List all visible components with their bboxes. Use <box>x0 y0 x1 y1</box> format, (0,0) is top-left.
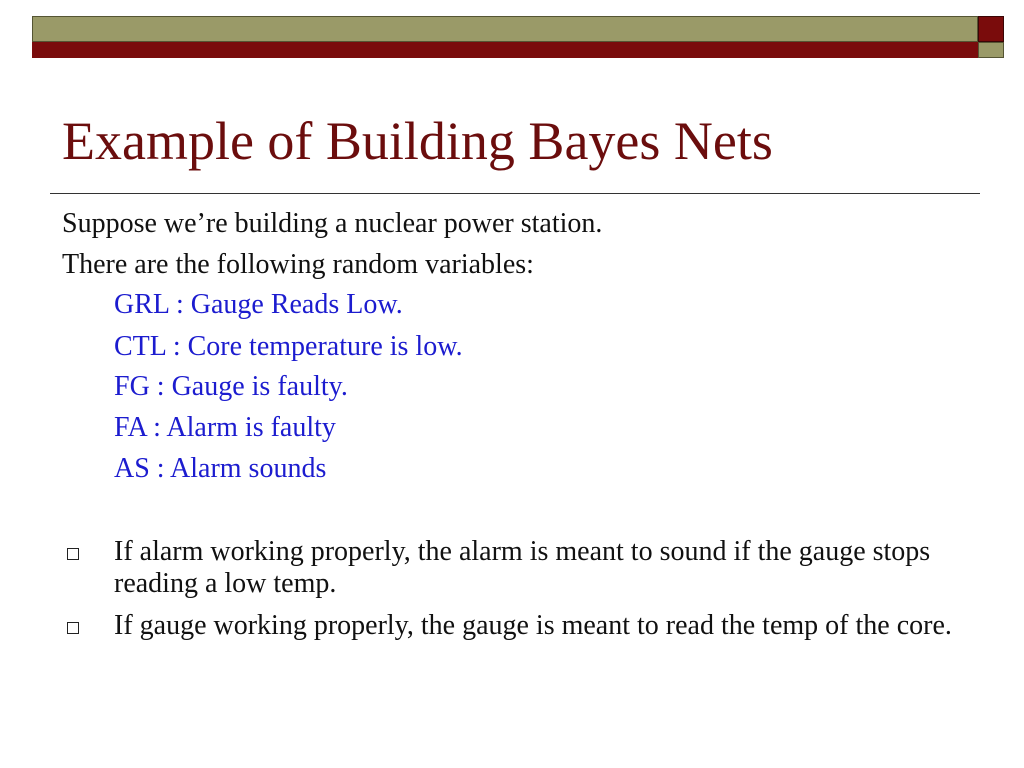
header-square-dark <box>978 16 1004 42</box>
bullet-square-icon <box>67 548 79 560</box>
bullet-item-gauge: If gauge working properly, the gauge is meant to read the temp of the core. <box>114 610 952 641</box>
variable-fg: FG : Gauge is faulty. <box>114 371 348 402</box>
intro-line-1: Suppose we’re building a nuclear power station. <box>62 208 603 239</box>
bullet-item-alarm: If alarm working properly, the alarm is meant to sound if the gauge stops reading a low temp. <box>114 536 931 599</box>
header-square-olive <box>978 42 1004 58</box>
slide-title: Example of Building Bayes Nets <box>62 111 773 171</box>
bullet-square-icon <box>67 622 79 634</box>
header-bar-olive <box>32 16 978 42</box>
title-divider <box>50 193 980 194</box>
variable-grl: GRL : Gauge Reads Low. <box>114 289 403 320</box>
variable-ctl: CTL : Core temperature is low. <box>114 331 463 362</box>
variable-as: AS : Alarm sounds <box>114 453 327 484</box>
variable-fa: FA : Alarm is faulty <box>114 412 336 443</box>
intro-line-2: There are the following random variables: <box>62 249 534 280</box>
